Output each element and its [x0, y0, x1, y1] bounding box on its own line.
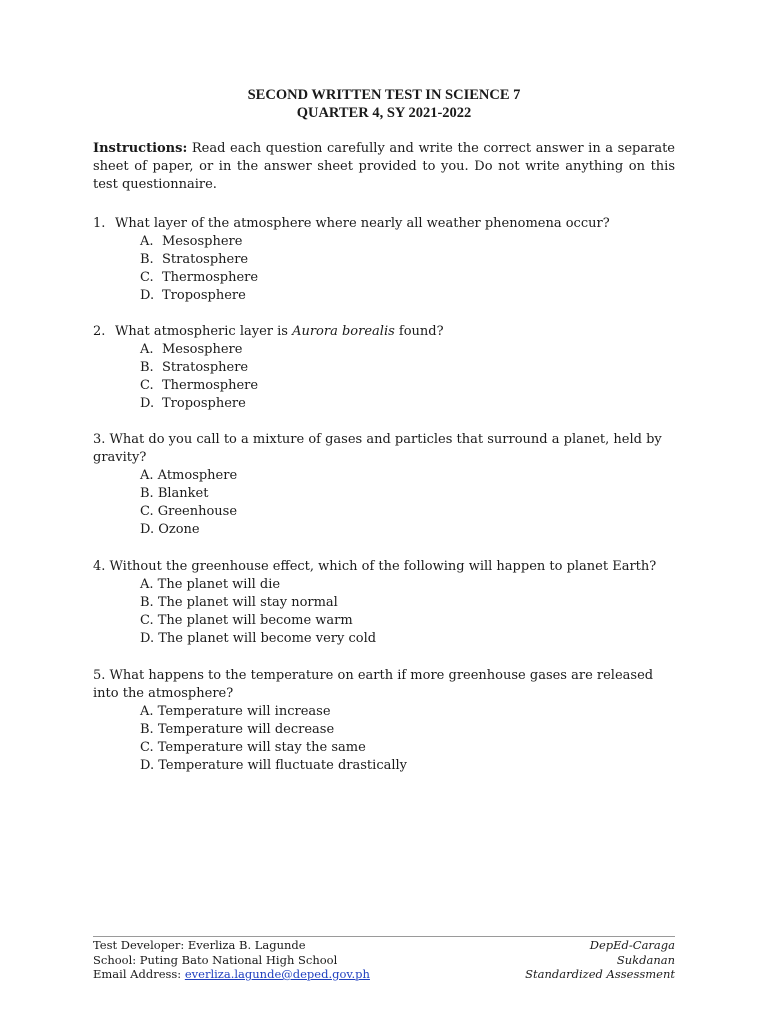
option-text: B. The planet will stay normal	[140, 595, 338, 610]
option-text: Troposphere	[162, 396, 246, 411]
instructions	[93, 140, 675, 194]
option-text: Mesosphere	[162, 342, 243, 357]
instructions-label: Instructions:	[93, 141, 188, 156]
option-text: Stratosphere	[162, 252, 249, 267]
question-text: What layer of the atmosphere where nearly all weather phenomena occur?	[115, 216, 610, 231]
question-4	[93, 558, 675, 648]
footer-org: DepEd-Caraga	[589, 938, 675, 952]
option-text: Mesosphere	[162, 234, 243, 249]
option-letter: C.	[140, 378, 154, 393]
footer-assessment: Standardized Assessment	[525, 967, 675, 981]
option-text: A. Temperature will increase	[140, 704, 331, 719]
option-text: A. The planet will die	[140, 577, 281, 592]
option-letter: B.	[140, 252, 154, 267]
option	[140, 395, 675, 413]
option-letter: A.	[140, 342, 154, 357]
option-text: D. The planet will become very cold	[140, 631, 377, 646]
option-text: Thermosphere	[162, 378, 259, 393]
option	[140, 233, 675, 251]
question-5	[93, 667, 675, 775]
test-developer: Test Developer: Everliza B. Lagunde	[93, 938, 306, 952]
option	[140, 251, 675, 269]
option	[140, 287, 675, 305]
footer-divider	[93, 936, 675, 937]
option-text: B. Temperature will decrease	[140, 722, 335, 737]
option-letter: D.	[140, 396, 155, 411]
option	[140, 341, 675, 359]
question-3	[93, 431, 675, 539]
question-2	[93, 323, 675, 413]
school-name: School: Puting Bato National High School	[93, 952, 338, 967]
question-text: Without the greenhouse effect, which of the following will happen to planet Earth?	[109, 559, 657, 574]
question-text-italic: Aurora borealis	[292, 324, 395, 339]
email-label: Email Address:	[93, 967, 185, 981]
question-number: 5.	[93, 668, 106, 683]
option-text: D. Ozone	[140, 522, 200, 537]
question-stem	[93, 431, 675, 467]
option-text: C. Temperature will stay the same	[140, 740, 366, 755]
question-text-part: What atmospheric layer is	[115, 324, 293, 339]
question-text: What do you call to a mixture of gases and particles that surround a planet, held by gravity?	[93, 432, 662, 465]
question-number: 1.	[93, 216, 106, 231]
email-address	[93, 967, 370, 982]
question-number: 2.	[93, 324, 106, 339]
option-letter: D.	[140, 288, 155, 303]
question-number: 3.	[93, 432, 106, 447]
test-subtitle: QUARTER 4, SY 2021-2022	[296, 105, 472, 121]
option-text: Troposphere	[162, 288, 246, 303]
question-text	[115, 323, 444, 341]
option	[140, 359, 675, 377]
option	[140, 377, 675, 395]
instructions-text: Read each question carefully and write the correct answer in a separate sheet of paper, or in the answer sheet provided to you. Do not write anything on this test questionnaire.	[93, 141, 675, 192]
option-text: Stratosphere	[162, 360, 249, 375]
option-text: C. The planet will become warm	[140, 613, 353, 628]
option-text: A. Atmosphere	[140, 468, 238, 483]
option-text: D. Temperature will fluctuate drastically	[140, 758, 408, 773]
option	[140, 269, 675, 287]
option-letter: A.	[140, 234, 154, 249]
option-text: C. Greenhouse	[140, 504, 238, 519]
question-1	[93, 215, 675, 305]
email-link[interactable]: everliza.lagunde@deped.gov.ph	[184, 967, 370, 981]
footer	[93, 938, 675, 982]
option-text: B. Blanket	[140, 486, 209, 501]
test-title: SECOND WRITTEN TEST IN SCIENCE 7	[247, 87, 521, 103]
question-stem	[93, 558, 675, 576]
question-text: What happens to the temperature on earth if more greenhouse gases are released into the atmosphere?	[93, 668, 654, 701]
question-text-part: found?	[394, 324, 444, 339]
option-text: Thermosphere	[162, 270, 259, 285]
question-number: 4.	[93, 559, 106, 574]
question-stem	[93, 667, 675, 703]
option-letter: C.	[140, 270, 154, 285]
option-letter: B.	[140, 360, 154, 375]
footer-program: Sukdanan	[616, 952, 675, 967]
